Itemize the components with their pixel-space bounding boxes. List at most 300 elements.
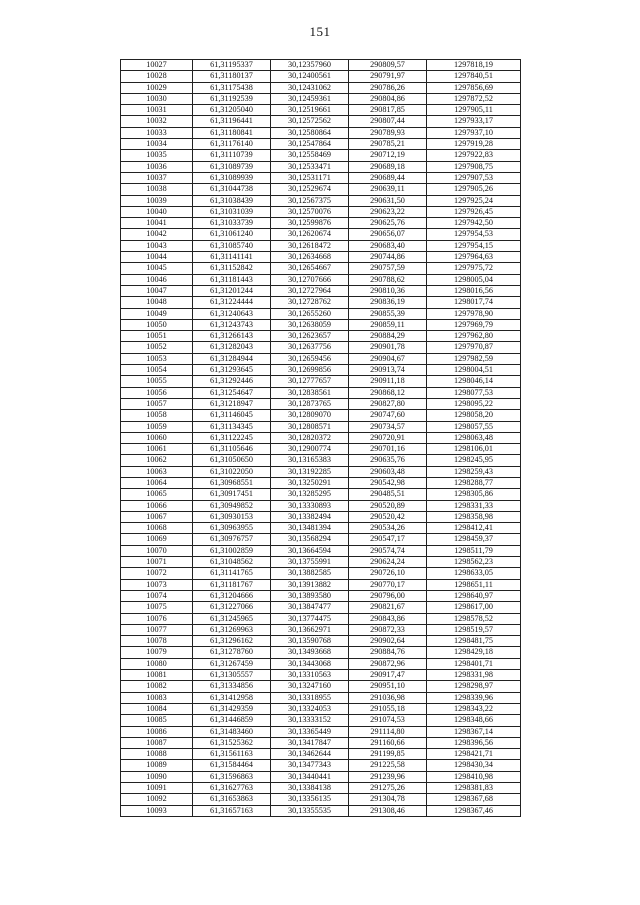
y-coordinate-cell: 1298005,04 (427, 274, 521, 285)
x-coordinate-cell: 290789,93 (349, 127, 427, 138)
point-number-cell: 10039 (121, 195, 193, 206)
x-coordinate-cell: 290807,44 (349, 116, 427, 127)
x-coordinate-cell: 290639,11 (349, 184, 427, 195)
y-coordinate-cell: 1298511,79 (427, 545, 521, 556)
y-coordinate-cell: 1298348,66 (427, 715, 521, 726)
y-coordinate-cell: 1298343,22 (427, 703, 521, 714)
y-coordinate-cell: 1298339,96 (427, 692, 521, 703)
y-coordinate-cell: 1298651,11 (427, 579, 521, 590)
table-row (121, 511, 521, 522)
table-row (121, 749, 521, 760)
longitude-cell: 30,13755991 (271, 557, 349, 568)
y-coordinate-cell: 1298617,00 (427, 602, 521, 613)
longitude-cell: 30,12357960 (271, 60, 349, 71)
x-coordinate-cell: 291239,96 (349, 771, 427, 782)
x-coordinate-cell: 290712,19 (349, 150, 427, 161)
point-number-cell: 10058 (121, 410, 193, 421)
y-coordinate-cell: 1297975,72 (427, 263, 521, 274)
x-coordinate-cell: 291114,80 (349, 726, 427, 737)
longitude-cell: 30,12809070 (271, 410, 349, 421)
y-coordinate-cell: 1298519,57 (427, 624, 521, 635)
y-coordinate-cell: 1297905,26 (427, 184, 521, 195)
x-coordinate-cell: 290901,78 (349, 342, 427, 353)
y-coordinate-cell: 1298004,51 (427, 365, 521, 376)
table-row (121, 568, 521, 579)
x-coordinate-cell: 291308,46 (349, 805, 427, 816)
table-row (121, 240, 521, 251)
x-coordinate-cell: 290689,18 (349, 161, 427, 172)
latitude-cell: 61,31446859 (193, 715, 271, 726)
y-coordinate-cell: 1298396,56 (427, 737, 521, 748)
latitude-cell: 61,31218947 (193, 398, 271, 409)
table-row (121, 466, 521, 477)
longitude-cell: 30,13568294 (271, 534, 349, 545)
table-row (121, 737, 521, 748)
longitude-cell: 30,13365449 (271, 726, 349, 737)
y-coordinate-cell: 1298017,74 (427, 297, 521, 308)
longitude-cell: 30,12637756 (271, 342, 349, 353)
point-number-cell: 10049 (121, 308, 193, 319)
latitude-cell: 61,31146045 (193, 410, 271, 421)
point-number-cell: 10051 (121, 331, 193, 342)
point-number-cell: 10059 (121, 421, 193, 432)
table-row (121, 534, 521, 545)
table-row (121, 557, 521, 568)
point-number-cell: 10063 (121, 466, 193, 477)
point-number-cell: 10041 (121, 218, 193, 229)
x-coordinate-cell: 290520,42 (349, 511, 427, 522)
longitude-cell: 30,12567375 (271, 195, 349, 206)
longitude-cell: 30,12873765 (271, 398, 349, 409)
latitude-cell: 61,31429359 (193, 703, 271, 714)
latitude-cell: 61,31181443 (193, 274, 271, 285)
x-coordinate-cell: 291275,26 (349, 783, 427, 794)
point-number-cell: 10029 (121, 82, 193, 93)
latitude-cell: 61,31561163 (193, 749, 271, 760)
point-number-cell: 10054 (121, 365, 193, 376)
latitude-cell: 61,31175438 (193, 82, 271, 93)
y-coordinate-cell: 1298298,97 (427, 681, 521, 692)
latitude-cell: 61,31293645 (193, 365, 271, 376)
point-number-cell: 10062 (121, 455, 193, 466)
longitude-cell: 30,13417847 (271, 737, 349, 748)
latitude-cell: 61,30968551 (193, 477, 271, 488)
table-row (121, 692, 521, 703)
table-row (121, 523, 521, 534)
longitude-cell: 30,13882585 (271, 568, 349, 579)
x-coordinate-cell: 290809,57 (349, 60, 427, 71)
x-coordinate-cell: 290843,86 (349, 613, 427, 624)
x-coordinate-cell: 290785,21 (349, 139, 427, 150)
y-coordinate-cell: 1297970,87 (427, 342, 521, 353)
y-coordinate-cell: 1298106,01 (427, 444, 521, 455)
x-coordinate-cell: 291036,98 (349, 692, 427, 703)
latitude-cell: 61,31031039 (193, 206, 271, 217)
x-coordinate-cell: 290836,19 (349, 297, 427, 308)
x-coordinate-cell: 290520,89 (349, 500, 427, 511)
latitude-cell: 61,31596863 (193, 771, 271, 782)
point-number-cell: 10050 (121, 319, 193, 330)
y-coordinate-cell: 1297872,52 (427, 93, 521, 104)
longitude-cell: 30,13443068 (271, 658, 349, 669)
latitude-cell: 61,30976757 (193, 534, 271, 545)
table-row (121, 703, 521, 714)
y-coordinate-cell: 1298063,48 (427, 432, 521, 443)
point-number-cell: 10089 (121, 760, 193, 771)
table-row (121, 71, 521, 82)
point-number-cell: 10045 (121, 263, 193, 274)
x-coordinate-cell: 290534,26 (349, 523, 427, 534)
longitude-cell: 30,12900774 (271, 444, 349, 455)
y-coordinate-cell: 1298381,83 (427, 783, 521, 794)
longitude-cell: 30,13333152 (271, 715, 349, 726)
y-coordinate-cell: 1297937,10 (427, 127, 521, 138)
table-row (121, 455, 521, 466)
table-row (121, 353, 521, 364)
latitude-cell: 61,31243743 (193, 319, 271, 330)
y-coordinate-cell: 1297933,17 (427, 116, 521, 127)
x-coordinate-cell: 290913,74 (349, 365, 427, 376)
longitude-cell: 30,12728762 (271, 297, 349, 308)
point-number-cell: 10087 (121, 737, 193, 748)
y-coordinate-cell: 1298058,20 (427, 410, 521, 421)
latitude-cell: 61,31033739 (193, 218, 271, 229)
longitude-cell: 30,12623657 (271, 331, 349, 342)
table-row (121, 274, 521, 285)
point-number-cell: 10038 (121, 184, 193, 195)
y-coordinate-cell: 1298412,41 (427, 523, 521, 534)
latitude-cell: 61,31296162 (193, 636, 271, 647)
table-row (121, 172, 521, 183)
table-row (121, 602, 521, 613)
y-coordinate-cell: 1297908,75 (427, 161, 521, 172)
y-coordinate-cell: 1297907,53 (427, 172, 521, 183)
x-coordinate-cell: 291074,53 (349, 715, 427, 726)
table-row (121, 376, 521, 387)
table-row (121, 489, 521, 500)
point-number-cell: 10036 (121, 161, 193, 172)
y-coordinate-cell: 1298305,86 (427, 489, 521, 500)
longitude-cell: 30,13285295 (271, 489, 349, 500)
point-number-cell: 10090 (121, 771, 193, 782)
table-row (121, 398, 521, 409)
x-coordinate-cell: 290855,39 (349, 308, 427, 319)
table-row (121, 229, 521, 240)
y-coordinate-cell: 1298331,98 (427, 670, 521, 681)
latitude-cell: 61,30917451 (193, 489, 271, 500)
x-coordinate-cell: 290951,10 (349, 681, 427, 692)
longitude-cell: 30,13590768 (271, 636, 349, 647)
table-row (121, 263, 521, 274)
longitude-cell: 30,13330893 (271, 500, 349, 511)
point-number-cell: 10057 (121, 398, 193, 409)
point-number-cell: 10047 (121, 285, 193, 296)
table-row (121, 794, 521, 805)
point-number-cell: 10081 (121, 670, 193, 681)
longitude-cell: 30,13247160 (271, 681, 349, 692)
longitude-cell: 30,12533471 (271, 161, 349, 172)
longitude-cell: 30,12654667 (271, 263, 349, 274)
latitude-cell: 61,31204666 (193, 590, 271, 601)
latitude-cell: 61,31180841 (193, 127, 271, 138)
longitude-cell: 30,13774475 (271, 613, 349, 624)
longitude-cell: 30,12620674 (271, 229, 349, 240)
point-number-cell: 10064 (121, 477, 193, 488)
y-coordinate-cell: 1298562,23 (427, 557, 521, 568)
table-row (121, 477, 521, 488)
point-number-cell: 10031 (121, 105, 193, 116)
latitude-cell: 61,31192539 (193, 93, 271, 104)
x-coordinate-cell: 290547,17 (349, 534, 427, 545)
latitude-cell: 61,31110739 (193, 150, 271, 161)
table-row (121, 444, 521, 455)
latitude-cell: 61,31278760 (193, 647, 271, 658)
longitude-cell: 30,12570076 (271, 206, 349, 217)
longitude-cell: 30,12659456 (271, 353, 349, 364)
latitude-cell: 61,31266143 (193, 331, 271, 342)
latitude-cell: 61,31085740 (193, 240, 271, 251)
longitude-cell: 30,12777657 (271, 376, 349, 387)
point-number-cell: 10061 (121, 444, 193, 455)
y-coordinate-cell: 1297856,69 (427, 82, 521, 93)
longitude-cell: 30,13477343 (271, 760, 349, 771)
x-coordinate-cell: 290904,67 (349, 353, 427, 364)
table-row (121, 139, 521, 150)
longitude-cell: 30,12519661 (271, 105, 349, 116)
latitude-cell: 61,31305557 (193, 670, 271, 681)
table-row (121, 218, 521, 229)
longitude-cell: 30,12638059 (271, 319, 349, 330)
x-coordinate-cell: 290791,97 (349, 71, 427, 82)
longitude-cell: 30,12558469 (271, 150, 349, 161)
table-row (121, 760, 521, 771)
latitude-cell: 61,31061240 (193, 229, 271, 240)
point-number-cell: 10075 (121, 602, 193, 613)
table-row (121, 432, 521, 443)
point-number-cell: 10083 (121, 692, 193, 703)
x-coordinate-cell: 290720,91 (349, 432, 427, 443)
table-row (121, 387, 521, 398)
table-row (121, 726, 521, 737)
table-row (121, 105, 521, 116)
point-number-cell: 10033 (121, 127, 193, 138)
table-row (121, 658, 521, 669)
point-number-cell: 10032 (121, 116, 193, 127)
x-coordinate-cell: 290902,64 (349, 636, 427, 647)
point-number-cell: 10037 (121, 172, 193, 183)
y-coordinate-cell: 1297969,79 (427, 319, 521, 330)
latitude-cell: 61,31525362 (193, 737, 271, 748)
x-coordinate-cell: 290683,40 (349, 240, 427, 251)
longitude-cell: 30,13440441 (271, 771, 349, 782)
latitude-cell: 61,31038439 (193, 195, 271, 206)
x-coordinate-cell: 290917,47 (349, 670, 427, 681)
table-row (121, 624, 521, 635)
point-number-cell: 10085 (121, 715, 193, 726)
x-coordinate-cell: 290734,57 (349, 421, 427, 432)
latitude-cell: 61,31002859 (193, 545, 271, 556)
longitude-cell: 30,12808571 (271, 421, 349, 432)
x-coordinate-cell: 291055,18 (349, 703, 427, 714)
latitude-cell: 61,31089939 (193, 172, 271, 183)
point-number-cell: 10048 (121, 297, 193, 308)
longitude-cell: 30,13250291 (271, 477, 349, 488)
y-coordinate-cell: 1298367,46 (427, 805, 521, 816)
x-coordinate-cell: 290827,80 (349, 398, 427, 409)
coordinates-table (120, 59, 521, 817)
point-number-cell: 10077 (121, 624, 193, 635)
y-coordinate-cell: 1297942,50 (427, 218, 521, 229)
point-number-cell: 10060 (121, 432, 193, 443)
x-coordinate-cell: 290726,10 (349, 568, 427, 579)
longitude-cell: 30,12618472 (271, 240, 349, 251)
y-coordinate-cell: 1297905,11 (427, 105, 521, 116)
y-coordinate-cell: 1298640,97 (427, 590, 521, 601)
x-coordinate-cell: 291225,58 (349, 760, 427, 771)
longitude-cell: 30,13165383 (271, 455, 349, 466)
point-number-cell: 10071 (121, 557, 193, 568)
x-coordinate-cell: 290542,98 (349, 477, 427, 488)
table-row (121, 590, 521, 601)
longitude-cell: 30,13356135 (271, 794, 349, 805)
y-coordinate-cell: 1298077,53 (427, 387, 521, 398)
x-coordinate-cell: 290770,17 (349, 579, 427, 590)
y-coordinate-cell: 1298016,56 (427, 285, 521, 296)
latitude-cell: 61,31292446 (193, 376, 271, 387)
longitude-cell: 30,12531171 (271, 172, 349, 183)
y-coordinate-cell: 1298245,95 (427, 455, 521, 466)
table-row (121, 82, 521, 93)
point-number-cell: 10065 (121, 489, 193, 500)
x-coordinate-cell: 290656,07 (349, 229, 427, 240)
longitude-cell: 30,13318955 (271, 692, 349, 703)
x-coordinate-cell: 291199,85 (349, 749, 427, 760)
longitude-cell: 30,13192285 (271, 466, 349, 477)
y-coordinate-cell: 1297818,19 (427, 60, 521, 71)
latitude-cell: 61,31048562 (193, 557, 271, 568)
point-number-cell: 10055 (121, 376, 193, 387)
table-row (121, 715, 521, 726)
y-coordinate-cell: 1298481,75 (427, 636, 521, 647)
page-number: 151 (309, 24, 331, 39)
y-coordinate-cell: 1297978,90 (427, 308, 521, 319)
x-coordinate-cell: 290574,74 (349, 545, 427, 556)
table-row (121, 150, 521, 161)
longitude-cell: 30,13893580 (271, 590, 349, 601)
longitude-cell: 30,12400561 (271, 71, 349, 82)
point-number-cell: 10086 (121, 726, 193, 737)
x-coordinate-cell: 290868,12 (349, 387, 427, 398)
y-coordinate-cell: 1298046,14 (427, 376, 521, 387)
latitude-cell: 61,31134345 (193, 421, 271, 432)
x-coordinate-cell: 290485,51 (349, 489, 427, 500)
x-coordinate-cell: 290701,16 (349, 444, 427, 455)
longitude-cell: 30,13324053 (271, 703, 349, 714)
point-number-cell: 10093 (121, 805, 193, 816)
longitude-cell: 30,13310563 (271, 670, 349, 681)
point-number-cell: 10079 (121, 647, 193, 658)
longitude-cell: 30,12707666 (271, 274, 349, 285)
x-coordinate-cell: 290786,26 (349, 82, 427, 93)
x-coordinate-cell: 290625,76 (349, 218, 427, 229)
table-row (121, 93, 521, 104)
point-number-cell: 10091 (121, 783, 193, 794)
y-coordinate-cell: 1298421,71 (427, 749, 521, 760)
y-coordinate-cell: 1297982,59 (427, 353, 521, 364)
latitude-cell: 61,31282043 (193, 342, 271, 353)
longitude-cell: 30,13664594 (271, 545, 349, 556)
table-row (121, 319, 521, 330)
x-coordinate-cell: 290911,18 (349, 376, 427, 387)
y-coordinate-cell: 1298288,77 (427, 477, 521, 488)
latitude-cell: 61,31240643 (193, 308, 271, 319)
x-coordinate-cell: 290884,76 (349, 647, 427, 658)
y-coordinate-cell: 1298057,55 (427, 421, 521, 432)
x-coordinate-cell: 290757,59 (349, 263, 427, 274)
y-coordinate-cell: 1298429,18 (427, 647, 521, 658)
table-row (121, 60, 521, 71)
latitude-cell: 61,31245965 (193, 613, 271, 624)
latitude-cell: 61,31653863 (193, 794, 271, 805)
longitude-cell: 30,13384138 (271, 783, 349, 794)
latitude-cell: 61,31254647 (193, 387, 271, 398)
longitude-cell: 30,12599876 (271, 218, 349, 229)
point-number-cell: 10030 (121, 93, 193, 104)
latitude-cell: 61,31180137 (193, 71, 271, 82)
point-number-cell: 10028 (121, 71, 193, 82)
latitude-cell: 61,31284944 (193, 353, 271, 364)
longitude-cell: 30,13462644 (271, 749, 349, 760)
longitude-cell: 30,13382494 (271, 511, 349, 522)
longitude-cell: 30,12727964 (271, 285, 349, 296)
point-number-cell: 10044 (121, 252, 193, 263)
latitude-cell: 61,31657163 (193, 805, 271, 816)
longitude-cell: 30,13355535 (271, 805, 349, 816)
latitude-cell: 61,31152842 (193, 263, 271, 274)
table-row (121, 342, 521, 353)
point-number-cell: 10069 (121, 534, 193, 545)
point-number-cell: 10042 (121, 229, 193, 240)
point-number-cell: 10053 (121, 353, 193, 364)
point-number-cell: 10035 (121, 150, 193, 161)
x-coordinate-cell: 290796,00 (349, 590, 427, 601)
table-row (121, 116, 521, 127)
y-coordinate-cell: 1297964,63 (427, 252, 521, 263)
longitude-cell: 30,12547864 (271, 139, 349, 150)
longitude-cell: 30,12529674 (271, 184, 349, 195)
table-row (121, 127, 521, 138)
table-row (121, 331, 521, 342)
latitude-cell: 61,31141141 (193, 252, 271, 263)
point-number-cell: 10092 (121, 794, 193, 805)
latitude-cell: 61,31044738 (193, 184, 271, 195)
y-coordinate-cell: 1298410,98 (427, 771, 521, 782)
table-row (121, 636, 521, 647)
table-row (121, 410, 521, 421)
table-row (121, 579, 521, 590)
latitude-cell: 61,31196441 (193, 116, 271, 127)
x-coordinate-cell: 290872,96 (349, 658, 427, 669)
point-number-cell: 10066 (121, 500, 193, 511)
y-coordinate-cell: 1298430,34 (427, 760, 521, 771)
x-coordinate-cell: 291304,78 (349, 794, 427, 805)
table-row (121, 783, 521, 794)
table-row (121, 252, 521, 263)
y-coordinate-cell: 1298331,33 (427, 500, 521, 511)
table-row (121, 500, 521, 511)
table-row (121, 805, 521, 816)
x-coordinate-cell: 290821,67 (349, 602, 427, 613)
